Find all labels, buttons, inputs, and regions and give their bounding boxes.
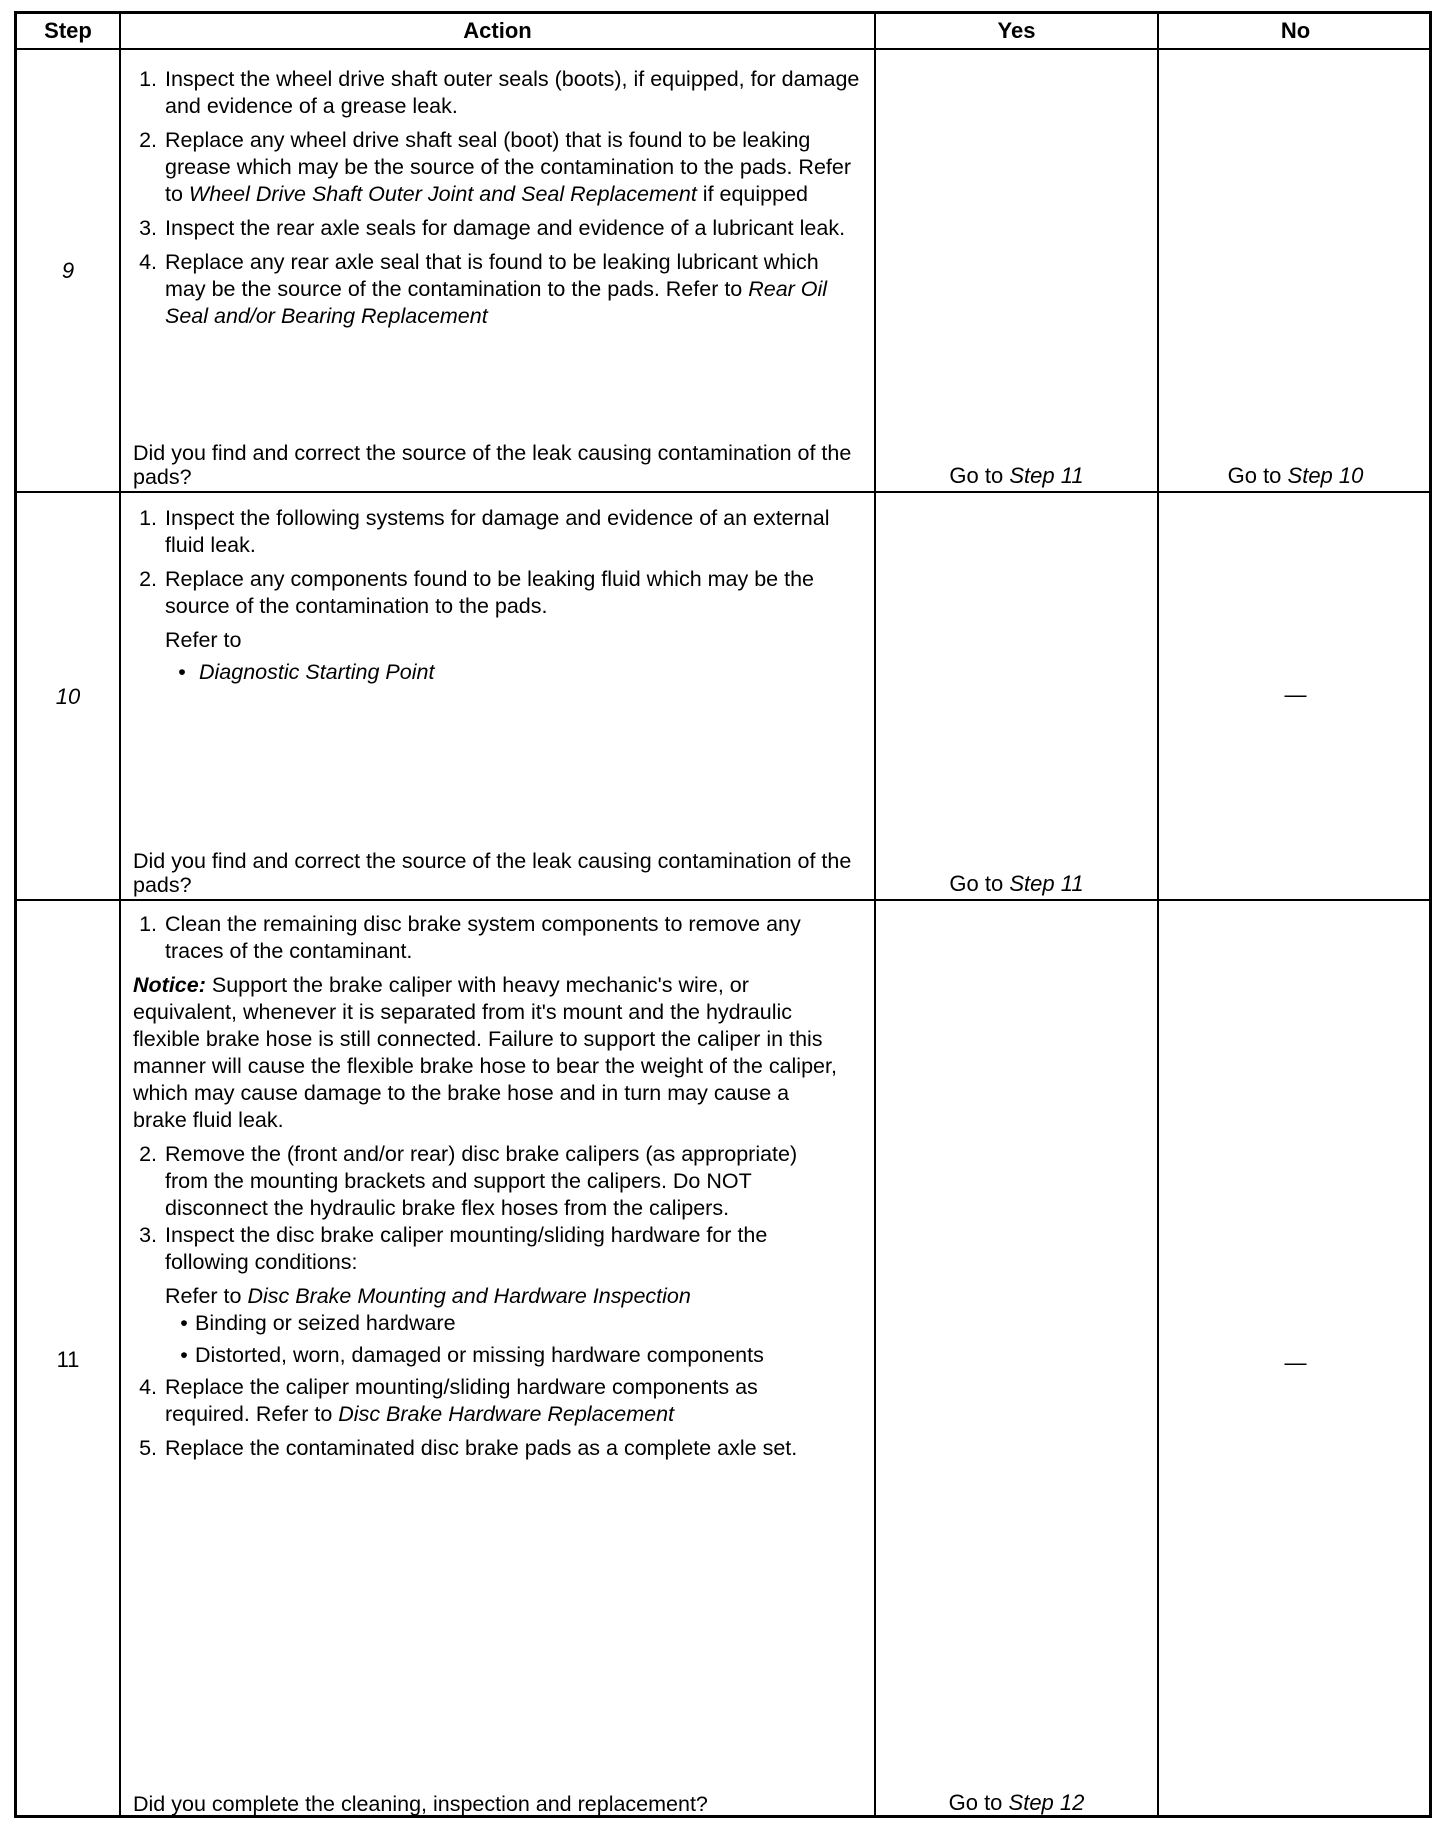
action-item xyxy=(125,215,860,242)
goto-prefix: Go to xyxy=(949,463,1010,488)
bullet-text: Binding or seized hardware xyxy=(195,1311,456,1335)
action-cell xyxy=(121,50,874,491)
goto-prefix: Go to xyxy=(1227,463,1288,488)
item-text: Replace any components found to be leaking fluid which may be the source of the contamination to the pads. xyxy=(165,567,814,618)
no-action-dash: — xyxy=(1284,1350,1307,1375)
yes-cell xyxy=(876,901,1157,1818)
item-text: Inspect the following systems for damage and evidence of an external fluid leak. xyxy=(165,506,830,557)
action-cell xyxy=(121,901,874,1818)
yes-goto[interactable] xyxy=(876,462,1157,489)
action-item xyxy=(125,911,846,965)
bullet-icon: • xyxy=(180,1311,188,1335)
item-number: 4. xyxy=(139,1375,157,1399)
step-link[interactable]: Step 11 xyxy=(1009,871,1084,896)
notice xyxy=(125,972,846,1134)
action-item xyxy=(125,1435,846,1462)
action-cell xyxy=(121,493,874,899)
item-number: 3. xyxy=(139,216,157,240)
action-item xyxy=(125,249,860,330)
no-goto[interactable] xyxy=(1159,462,1432,489)
item-text: Replace the contaminated disc brake pads as a complete axle set. xyxy=(165,1436,798,1460)
action-item xyxy=(125,127,860,208)
item-text: Replace any wheel drive shaft seal (boot) that is found to be leaking grease which may be the source of the contamination to the pads. Refer to xyxy=(165,128,852,206)
bullet-text: Distorted, worn, damaged or missing hardware components xyxy=(195,1343,764,1367)
item-number: 1. xyxy=(139,67,157,91)
yes-goto[interactable] xyxy=(876,870,1157,897)
refer-to-label: Refer to xyxy=(165,1284,248,1308)
action-item xyxy=(125,505,860,559)
goto-prefix: Go to xyxy=(949,871,1010,896)
yes-cell xyxy=(876,50,1157,491)
item-number: 1. xyxy=(139,506,157,530)
item-number: 4. xyxy=(139,250,157,274)
question: Did you find and correct the source of the leak causing contamination of the pads? xyxy=(133,441,852,489)
no-action-dash: — xyxy=(1284,682,1307,707)
item-text: Inspect the wheel drive shaft outer seals (boots), if equipped, for damage and evidence of a grease leak. xyxy=(165,67,860,118)
refer-to xyxy=(125,1283,846,1310)
item-text: Replace the caliper mounting/sliding hardware components as required. Refer to xyxy=(165,1375,758,1426)
step-number: 10 xyxy=(55,683,81,709)
reference-link[interactable]: Wheel Drive Shaft Outer Joint and Seal Replacement xyxy=(188,182,697,206)
question: Did you find and correct the source of the leak causing contamination of the pads? xyxy=(133,849,852,897)
diagnostic-table xyxy=(14,11,1432,1818)
yes-goto[interactable] xyxy=(876,1789,1157,1816)
item-text: if equipped xyxy=(696,182,808,206)
question: Did you complete the cleaning, inspection and replacement? xyxy=(133,1792,708,1816)
notice-label: Notice: xyxy=(133,973,206,997)
action-item xyxy=(125,66,860,120)
item-number: 5. xyxy=(139,1436,157,1460)
step-number: 11 xyxy=(56,1347,80,1372)
header-no: No xyxy=(1280,18,1311,43)
step-link[interactable]: Step 10 xyxy=(1287,463,1364,488)
goto-prefix: Go to xyxy=(948,1790,1009,1815)
no-cell xyxy=(1159,493,1432,899)
item-number: 2. xyxy=(139,1142,157,1166)
step-number: 9 xyxy=(61,258,75,283)
yes-cell xyxy=(876,493,1157,899)
header-step: Step xyxy=(44,18,92,43)
item-text: Replace any rear axle seal that is found to be leaking lubricant which may be the source of the contamination to the pads. Refer to xyxy=(165,250,819,301)
item-text: Clean the remaining disc brake system components to remove any traces of the contaminant. xyxy=(165,912,801,963)
action-item xyxy=(125,566,860,620)
reference-link[interactable]: Disc Brake Mounting and Hardware Inspection xyxy=(247,1284,691,1308)
step-link[interactable]: Step 12 xyxy=(1008,1790,1085,1815)
reference-link[interactable]: Disc Brake Hardware Replacement xyxy=(338,1402,675,1426)
notice-text: Support the brake caliper with heavy mechanic's wire, or equivalent, whenever it is separated from it's mount and the hydraulic flexible brake hose is still connected. Failure to support the caliper in this manner will cause the flexible brake hose to bear the weight of the caliper, which may cause damage to the brake hose and in turn may cause a brake fluid leak. xyxy=(133,973,837,1132)
refer-to-label: Refer to xyxy=(165,628,242,652)
bullet-icon: • xyxy=(178,660,186,684)
header-action: Action xyxy=(463,18,532,43)
item-number: 1. xyxy=(139,912,157,936)
step-link[interactable]: Step 11 xyxy=(1009,463,1084,488)
reference-link[interactable]: Rear Oil Seal and/or Bearing Replacement xyxy=(165,277,828,328)
action-item xyxy=(125,1141,846,1222)
header-yes: Yes xyxy=(997,18,1036,43)
item-number: 3. xyxy=(139,1223,157,1247)
item-number: 2. xyxy=(139,128,157,152)
bullet-item xyxy=(125,1342,846,1369)
item-text: Remove the (front and/or rear) disc brake calipers (as appropriate) from the mounting brackets and support the calipers. Do NOT disconnect the hydraulic brake flex hoses from the calipers. xyxy=(165,1142,798,1220)
action-item xyxy=(125,1374,846,1428)
bullet-item xyxy=(125,1310,846,1337)
action-item xyxy=(125,1222,846,1276)
bullet-icon: • xyxy=(180,1343,188,1367)
item-text: Inspect the disc brake caliper mounting/sliding hardware for the following conditions: xyxy=(165,1223,768,1274)
item-text: Inspect the rear axle seals for damage and evidence of a lubricant leak. xyxy=(165,216,846,240)
no-cell xyxy=(1159,50,1432,491)
reference-link[interactable]: Diagnostic Starting Point xyxy=(199,660,435,684)
item-number: 2. xyxy=(139,567,157,591)
no-cell xyxy=(1159,901,1432,1818)
bullet-item xyxy=(125,659,860,686)
